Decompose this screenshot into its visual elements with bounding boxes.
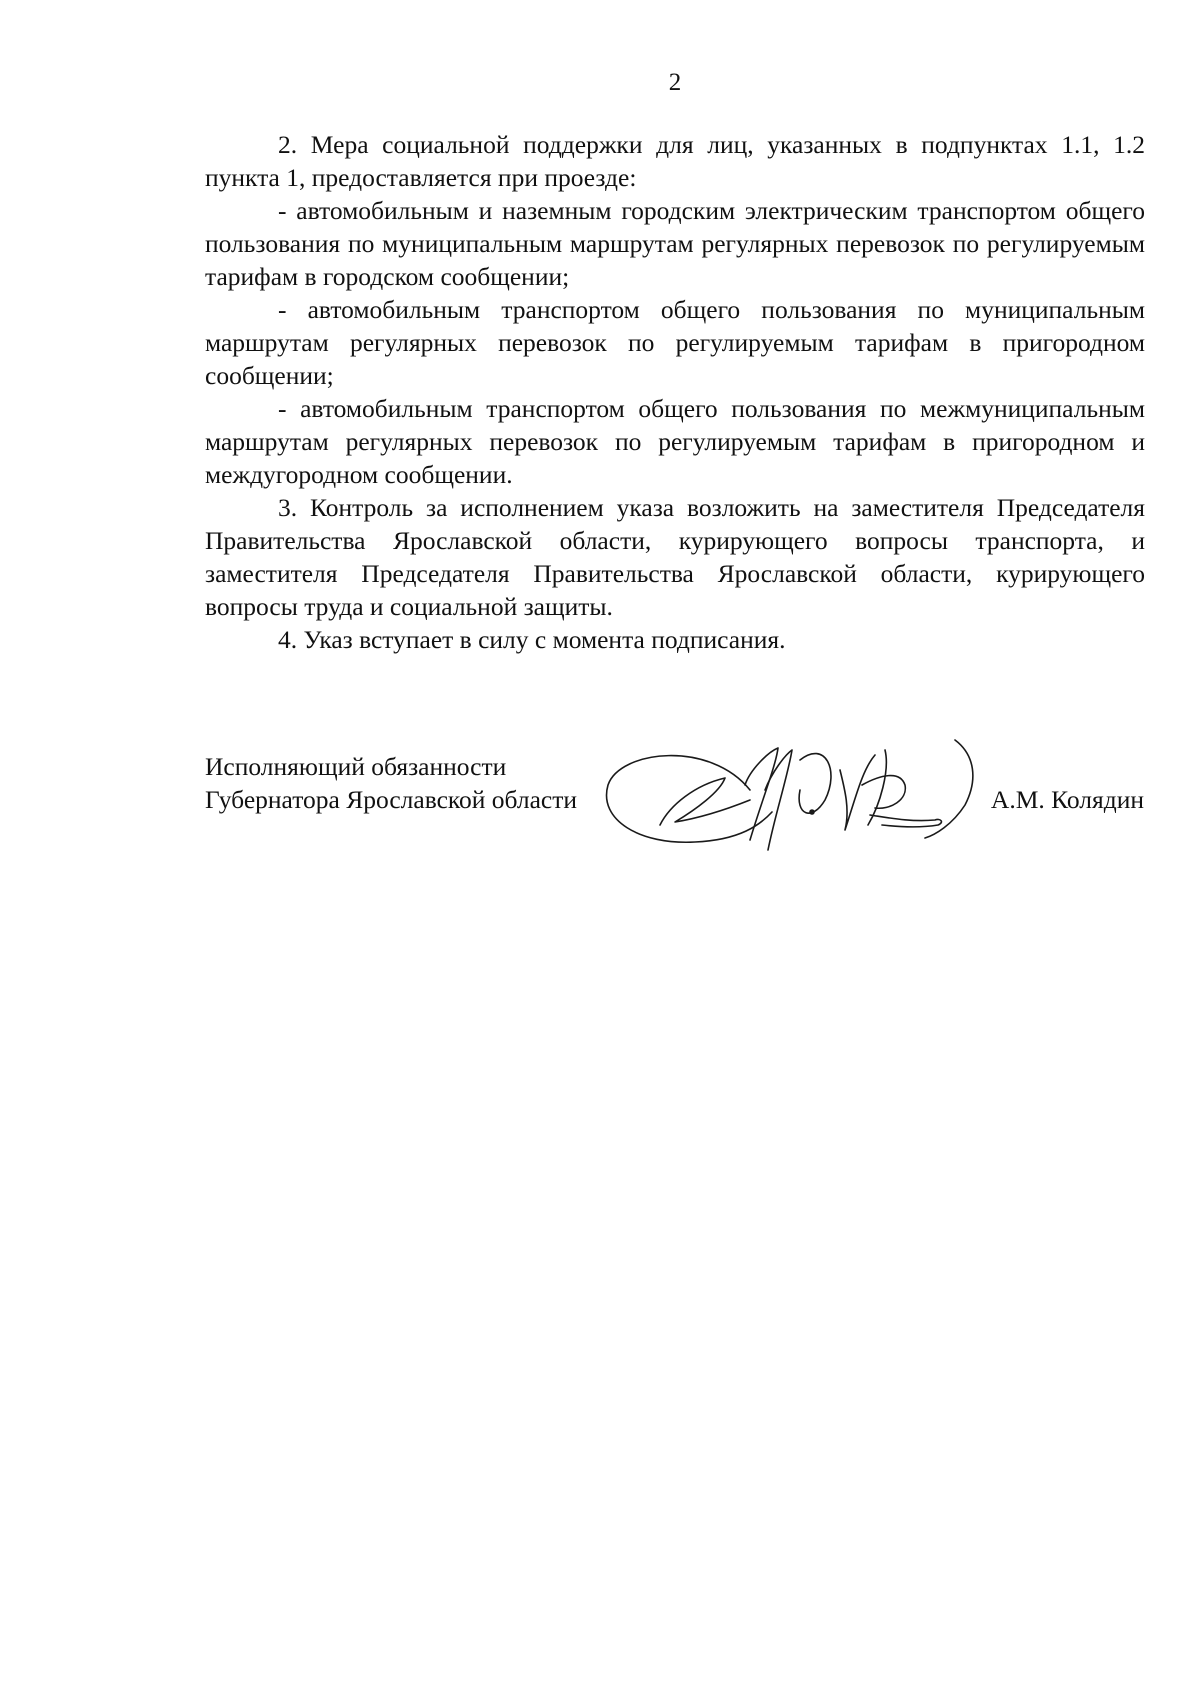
handwritten-signature-icon [600, 730, 980, 865]
paragraph-2: 2. Мера социальной поддержки для лиц, указанных в подпунктах 1.1, 1.2 пункта 1, предоставляется при проезде: [205, 130, 1145, 192]
signatory-position-line2: Губернатора Ярославской области [205, 785, 578, 814]
signatory-position-line1: Исполняющий обязанности [205, 752, 507, 781]
paragraph-4: 4. Указ вступает в силу с момента подписания. [278, 625, 786, 654]
paragraph-2-item-intercity: - автомобильным транспортом общего пользования по межмуниципальным маршрутам регулярных перевозок по регулируемым тарифам в пригородном и междугородном сообщении. [205, 394, 1145, 489]
signatory-position [205, 750, 577, 816]
paragraph-2-item-city: - автомобильным и наземным городским электрическим транспортом общего пользования по муниципальным маршрутам регулярных перевозок по регулируемым тарифам в городском сообщении; [205, 196, 1145, 291]
document-body [205, 128, 1145, 656]
paragraph-2-item-suburban: - автомобильным транспортом общего пользования по муниципальным маршрутам регулярных перевозок по регулируемым тарифам в пригородном сообщении; [205, 295, 1145, 390]
page-number: 2 [668, 69, 682, 96]
paragraph-3: 3. Контроль за исполнением указа возложить на заместителя Председателя Правительства Ярославской области, курирующего вопросы транспорта, и заместителя Председателя Правительства Ярославской области, курирующего вопросы труда и социальной защиты. [205, 493, 1145, 621]
signatory-name: А.М. Колядин [990, 785, 1144, 814]
